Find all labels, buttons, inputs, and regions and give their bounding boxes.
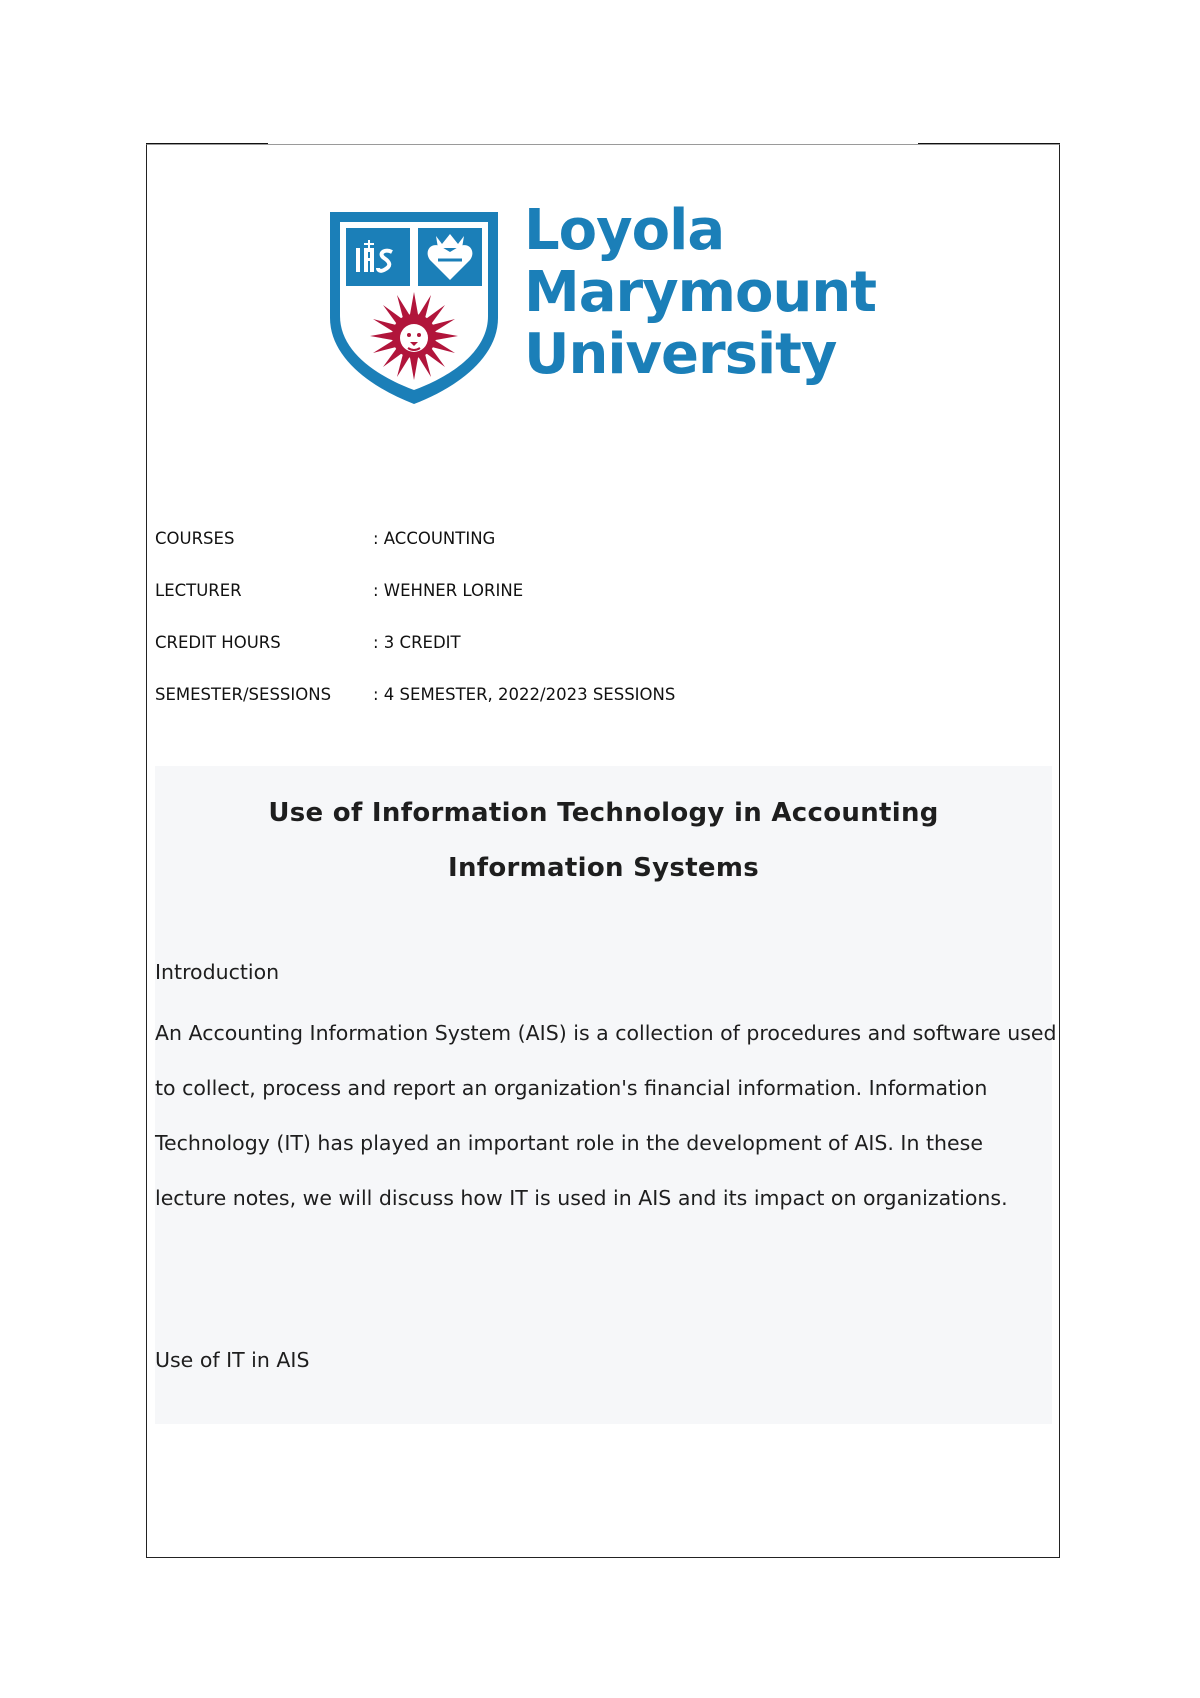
info-row-credit-hours	[155, 616, 675, 668]
introduction-paragraph: An Accounting Information System (AIS) is a collection of procedures and software used to collect, process and report an organization's financial information. Information Technology (IT) has played an important role in the development of AIS. In these lecture notes, we will discuss how IT is used in AIS and its impact on organizations.	[155, 1021, 1057, 1210]
university-wordmark	[524, 200, 876, 386]
lion-sun-icon	[370, 292, 458, 380]
document-title	[155, 786, 1052, 896]
content-panel	[155, 766, 1057, 1424]
wordmark-line-3: University	[524, 322, 837, 387]
info-label: SEMESTER/SESSIONS	[155, 684, 332, 704]
info-value: : WEHNER LORINE	[373, 580, 524, 600]
info-row-semester-sessions	[155, 668, 675, 720]
university-logo	[326, 198, 876, 408]
shield-emblem-icon	[326, 208, 502, 408]
info-value: : ACCOUNTING	[373, 528, 496, 548]
info-row-courses	[155, 512, 675, 564]
info-label: LECTURER	[155, 580, 242, 600]
info-label: COURSES	[155, 528, 235, 548]
document-title-line-1: Use of Information Technology in Accounting	[268, 798, 939, 828]
info-row-lecturer	[155, 564, 675, 616]
wordmark-line-2: Marymount	[524, 260, 876, 325]
document-title-line-2: Information Systems	[447, 853, 760, 883]
section-heading-introduction: Introduction	[155, 960, 280, 984]
info-value: : 3 CREDIT	[373, 632, 461, 652]
wordmark-line-1: Loyola	[524, 198, 725, 263]
info-label: CREDIT HOURS	[155, 632, 281, 652]
course-info-table	[155, 512, 675, 720]
section-heading-use-of-it: Use of IT in AIS	[155, 1348, 310, 1372]
info-value: : 4 SEMESTER, 2022/2023 SESSIONS	[373, 684, 676, 704]
